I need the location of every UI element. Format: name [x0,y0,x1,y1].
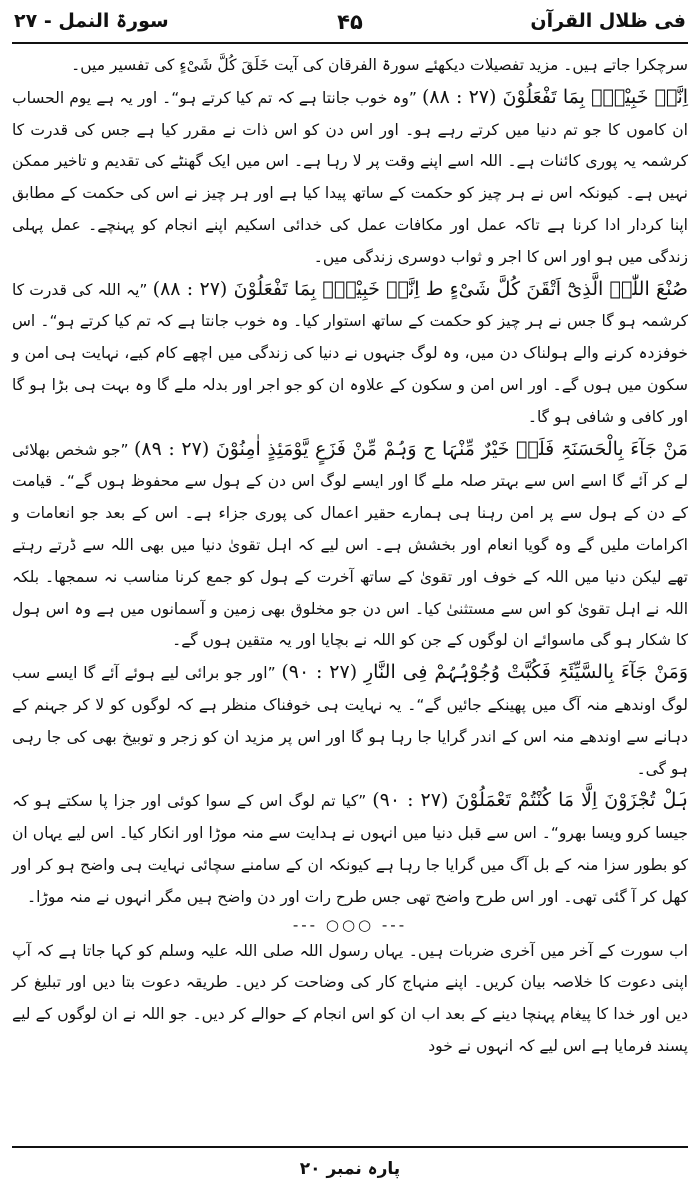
para-number: پارہ نمبر ۲۰ [299,1159,401,1179]
surah-name: سورۃ النمل - ۲۷ [14,10,169,32]
footer-rule [12,1146,688,1148]
header-rule [12,42,688,44]
page-number: ۴۵ [337,10,363,34]
book-title: فی ظلال القرآن [530,10,686,32]
quran-verse: اِنَّہٗ خَبِیْرٌۢ بِمَا تَفْعَلُوْنَ (۲۷ : ۸۸) [421,85,689,108]
quran-verse: صُنْعَ اللّٰہِ الَّذِیْٓ اَتْقَنَ کُلَّ شَیْءٍ ط اِنَّہٗ خَبِیْرٌۢ بِمَا تَفْعَلُوْنَ (۲۷ : ۸۸) [152,277,688,300]
book-page [12,0,688,1190]
paragraph: سرچکرا جاتے ہیں۔ مزید تفصیلات دیکھئے سورۃ الفرقان کی آیت خَلَقَ کُلَّ شَیْءٍ کی تفسیر میں۔ [71,56,688,74]
quran-verse: وَمَنْ جَآءَ بِالسَّیِّئَۃِ فَکُبَّتْ وُجُوْہُہُمْ فِی النَّارِ (۲۷ : ۹۰) [281,661,689,684]
paragraph: صُنْعَ اللّٰہِ الَّذِیْٓ اَتْقَنَ کُلَّ شَیْءٍ ط اِنَّہٗ خَبِیْرٌۢ بِمَا تَفْعَلُوْنَ (۲۷ : ۸۸) ”یہ اللہ کی قدرت کا کرشمہ ہو گا جس نے ہر چیز کو حکمت کے ساتھ استوار کیا۔ وہ خوب جانتا ہے کہ تم کیا کرتے ہو“۔ اس خوفزدہ کرنے والے ہولناک دن میں، وہ لوگ جنہوں نے دنیا کی زندگی میں اچھے کام کیے، نہایت ہی امن و سکون میں ہوں گے۔ اور اس امن و سکون کے علاوہ ان کو جو اجر اور بدلہ ملے گا وہ بہت ہی بڑا ہو گا اور کافی و شافی ہو گا۔ [12,277,688,426]
paragraph: مَنْ جَآءَ بِالْحَسَنَۃِ فَلَہٗ خَیْرٌ مِّنْہَا ج وَہُمْ مِّنْ فَزَعٍ یَّوْمَئِذٍ اٰمِنُوْنَ (۲۷ : ۸۹) ”جو شخص بھلائی لے کر آئے گا اسے اس سے بہتر صلہ ملے گا اور ایسے لوگ اس دن کے ہول سے محفوظ ہوں گے“۔ قیامت کے دن کے ہول سے پر امن رہنا ہی ہمارے حقیر اعمال کی پوری جزاء ہے۔ اس کے بعد جو انعامات و اکرامات ملیں گے وہ گویا انعام اور بخشش ہے۔ اس لیے کہ اہل تقویٰ دنیا میں بھی اللہ سے ڈرتے رہتے تھے لیکن دنیا میں اللہ کے خوف اور تقویٰ کے ساتھ آخرت کے ہول کو جمع کرنا مناسب نہ سمجھا۔ بلکہ اللہ نے اہل تقویٰ کو اس سے مستثنیٰ کیا۔ اس دن جو مخلوق بھی زمین و آسمانوں میں ہے وہ اس ہول کا شکار ہو گی ماسوائے ان لوگوں کے جن کو اللہ نے بچایا اور یہ متقین ہوں گے۔ [12,437,688,650]
main-text [12,50,688,1063]
paragraph: اِنَّہٗ خَبِیْرٌۢ بِمَا تَفْعَلُوْنَ (۲۷ : ۸۸) ”وہ خوب جانتا ہے کہ تم کیا کرتے ہو“۔ اور یہ ہے یوم الحساب ان کاموں کا جو تم دنیا میں کرتے رہے ہو۔ اور اس دن کو اس ذات نے مقرر کیا ہے جس کی قدرت کا کرشمہ یہ پوری کائنات ہے۔ اللہ اسے اپنے وقت پر لا رہا ہے۔ اس میں ایک گھنٹے کی تقدیم و تاخیر ممکن نہیں ہے۔ کیونکہ اس نے ہر چیز کو حکمت کے ساتھ پیدا کیا ہے اور ہر چیز نے اس کی حکمت کے مطابق اپنا کردار ادا کرنا ہے تاکہ عمل اور مکافات عمل کی خدائی اسکیم اپنے انجام کو پہنچے۔ عمل پہلی زندگی میں ہو اور اس کا اجر و ثواب دوسری زندگی میں۔ [12,85,689,266]
section-separator: --- ○○○ --- [292,915,408,934]
paragraph: ہَلْ تُجْزَوْنَ اِلَّا مَا کُنْتُمْ تَعْمَلُوْنَ (۲۷ : ۹۰) ”کیا تم لوگ اس کے سوا کوئی اور جزا پا سکتے ہو کہ جیسا کرو ویسا بھرو“۔ اس سے قبل دنیا میں انہوں نے ہدایت سے منہ موڑا اور انکار کیا۔ اس لیے یہاں ان کو بطور سزا منہ کے بل آگ میں گرایا جا رہا ہے کیونکہ ان کے سامنے سچائی نہایت ہی واضح ہو کر اور کھل کر آ گئی تھی۔ اور اس طرح واضح تھی جس طرح رات اور دن واضح ہیں مگر انہوں نے منہ موڑا۔ [12,789,688,906]
closing-paragraph: اب سورت کے آخر میں آخری ضربات ہیں۔ یہاں رسول اللہ صلی اللہ علیہ وسلم کو کہا جاتا ہے کہ آپ اپنی دعوت کا خلاصہ بیان کریں۔ اپنے منہاج کار کی وضاحت کر دیں۔ طریقہ دعوت بتا دیں اور تبلیغ کر دیں اور خدا کا پیغام پہنچا دینے کے بعد اب ان کو اس انجام کے حوالے کر دیں۔ جو اللہ نے ان لوگوں کے لیے پسند فرمایا ہے اس لیے کہ انہوں نے خود [12,941,688,1055]
page-header [12,6,688,40]
quran-verse: ہَلْ تُجْزَوْنَ اِلَّا مَا کُنْتُمْ تَعْمَلُوْنَ (۲۷ : ۹۰) [372,789,688,812]
quran-verse: مَنْ جَآءَ بِالْحَسَنَۃِ فَلَہٗ خَیْرٌ مِّنْہَا ج وَہُمْ مِّنْ فَزَعٍ یَّوْمَئِذٍ اٰمِنُوْنَ (۲۷ : ۸۹) [133,437,688,460]
paragraph: وَمَنْ جَآءَ بِالسَّیِّئَۃِ فَکُبَّتْ وُجُوْہُہُمْ فِی النَّارِ (۲۷ : ۹۰) ”اور جو برائی لیے ہوئے آئے گا ایسے سب لوگ اوندھے منہ آگ میں پھینکے جائیں گے“۔ یہ نہایت ہی خوفناک منظر ہے کہ لوگوں کو لا کر جہنم کے دہانے سے اوندھے منہ اس کے اندر گرایا جا رہا ہو گا اور اس پر مزید ان کو زجر و توبیخ بھی کی جا رہی ہو گی۔ [12,661,689,778]
